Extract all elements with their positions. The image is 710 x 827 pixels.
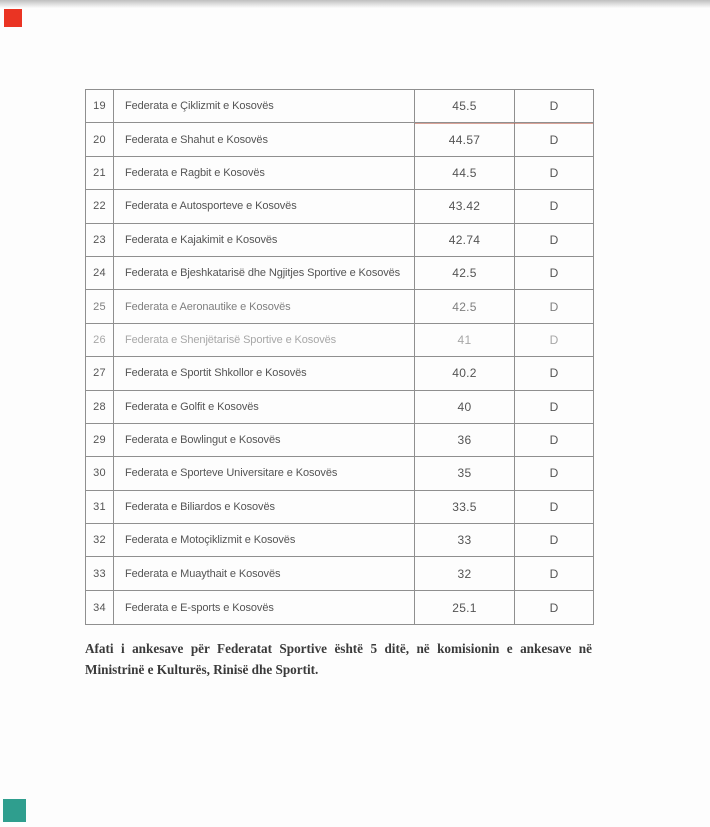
row-number-cell: 30 bbox=[86, 457, 114, 489]
federation-name-cell: Federata e Biliardos e Kosovës bbox=[114, 491, 415, 523]
score-cell: 42.5 bbox=[415, 290, 515, 322]
federation-name-cell: Federata e Muaythait e Kosovës bbox=[114, 557, 415, 589]
row-number-cell: 22 bbox=[86, 190, 114, 222]
row-number-cell: 19 bbox=[86, 90, 114, 122]
federation-name-cell: Federata e Bjeshkatarisë dhe Ngjitjes Sportive e Kosovës bbox=[114, 257, 415, 289]
table-row bbox=[86, 257, 593, 290]
appeals-note bbox=[85, 639, 592, 680]
teal-square-marker bbox=[3, 799, 26, 822]
federation-name-cell: Federata e Shahut e Kosovës bbox=[114, 123, 415, 155]
score-cell: 43.42 bbox=[415, 190, 515, 222]
appeals-note-line-1: Afati i ankesave për Federatat Sportive është 5 ditë, në komisionin e ankesave në bbox=[85, 641, 592, 656]
score-cell: 33 bbox=[415, 524, 515, 556]
appeals-note-line-2: Ministrinë e Kulturës, Rinisë dhe Sportit. bbox=[85, 661, 319, 677]
table-row bbox=[86, 524, 593, 557]
federation-name-cell: Federata e Bowlingut e Kosovës bbox=[114, 424, 415, 456]
grade-cell: D bbox=[549, 232, 559, 247]
row-number-cell: 33 bbox=[86, 557, 114, 589]
row-number-cell: 27 bbox=[86, 357, 114, 389]
row-number-cell: 29 bbox=[86, 424, 114, 456]
row-number-cell: 26 bbox=[86, 324, 114, 356]
grade-cell: D bbox=[549, 99, 559, 114]
page-top-shade bbox=[0, 0, 710, 9]
federation-name-cell: Federata e Kajakimit e Kosovës bbox=[114, 224, 415, 256]
row-number-cell: 21 bbox=[86, 157, 114, 189]
score-cell: 44.5 bbox=[415, 157, 515, 189]
row-number-cell: 25 bbox=[86, 290, 114, 322]
score-cell: 44.57 bbox=[415, 123, 515, 155]
table-row bbox=[86, 457, 593, 490]
grade-cell: D bbox=[549, 199, 559, 214]
table-row bbox=[86, 90, 593, 123]
federation-name-cell: Federata e E-sports e Kosovës bbox=[114, 591, 415, 624]
table-row bbox=[86, 357, 593, 390]
table-row bbox=[86, 324, 593, 357]
score-cell: 40 bbox=[415, 391, 515, 423]
row-number-cell: 23 bbox=[86, 224, 114, 256]
table-row bbox=[86, 123, 593, 156]
table-row bbox=[86, 224, 593, 257]
row-number-cell: 31 bbox=[86, 491, 114, 523]
row-number-cell: 32 bbox=[86, 524, 114, 556]
row-number-cell: 34 bbox=[86, 591, 114, 624]
table-row bbox=[86, 157, 593, 190]
table-row bbox=[86, 557, 593, 590]
federation-name-cell: Federata e Ragbit e Kosovës bbox=[114, 157, 415, 189]
score-cell: 36 bbox=[415, 424, 515, 456]
table-row bbox=[86, 290, 593, 323]
grade-cell: D bbox=[549, 566, 559, 581]
grade-cell: D bbox=[549, 433, 559, 448]
score-cell: 41 bbox=[415, 324, 515, 356]
federations-table bbox=[85, 89, 594, 625]
federation-name-cell: Federata e Shenjëtarisë Sportive e Kosovës bbox=[114, 324, 415, 356]
grade-cell: D bbox=[549, 366, 559, 381]
row-number-cell: 24 bbox=[86, 257, 114, 289]
row-number-cell: 28 bbox=[86, 391, 114, 423]
grade-cell: D bbox=[549, 299, 559, 314]
grade-cell: D bbox=[549, 533, 559, 548]
table-row bbox=[86, 491, 593, 524]
score-cell: 45.5 bbox=[415, 90, 515, 122]
score-cell: 42.74 bbox=[415, 224, 515, 256]
federation-name-cell: Federata e Autosporteve e Kosovës bbox=[114, 190, 415, 222]
grade-cell: D bbox=[549, 600, 559, 615]
score-cell: 40.2 bbox=[415, 357, 515, 389]
grade-cell: D bbox=[549, 266, 559, 281]
score-cell: 32 bbox=[415, 557, 515, 589]
grade-cell: D bbox=[549, 332, 559, 347]
red-square-marker bbox=[4, 9, 22, 27]
federation-name-cell: Federata e Çiklizmit e Kosovës bbox=[114, 90, 415, 122]
table-row bbox=[86, 424, 593, 457]
score-cell: 35 bbox=[415, 457, 515, 489]
federation-name-cell: Federata e Sporteve Universitare e Kosovës bbox=[114, 457, 415, 489]
federation-name-cell: Federata e Aeronautike e Kosovës bbox=[114, 290, 415, 322]
federation-name-cell: Federata e Motoçiklizmit e Kosovës bbox=[114, 524, 415, 556]
score-cell: 42.5 bbox=[415, 257, 515, 289]
grade-cell: D bbox=[549, 132, 559, 147]
grade-cell: D bbox=[549, 499, 559, 514]
grade-cell: D bbox=[549, 466, 559, 481]
grade-cell: D bbox=[549, 399, 559, 414]
score-cell: 33.5 bbox=[415, 491, 515, 523]
row-number-cell: 20 bbox=[86, 123, 114, 155]
table-row bbox=[86, 591, 593, 624]
grade-cell: D bbox=[549, 165, 559, 180]
table-row bbox=[86, 190, 593, 223]
table-row bbox=[86, 391, 593, 424]
federation-name-cell: Federata e Sportit Shkollor e Kosovës bbox=[114, 357, 415, 389]
score-cell: 25.1 bbox=[415, 591, 515, 624]
federation-name-cell: Federata e Golfit e Kosovës bbox=[114, 391, 415, 423]
